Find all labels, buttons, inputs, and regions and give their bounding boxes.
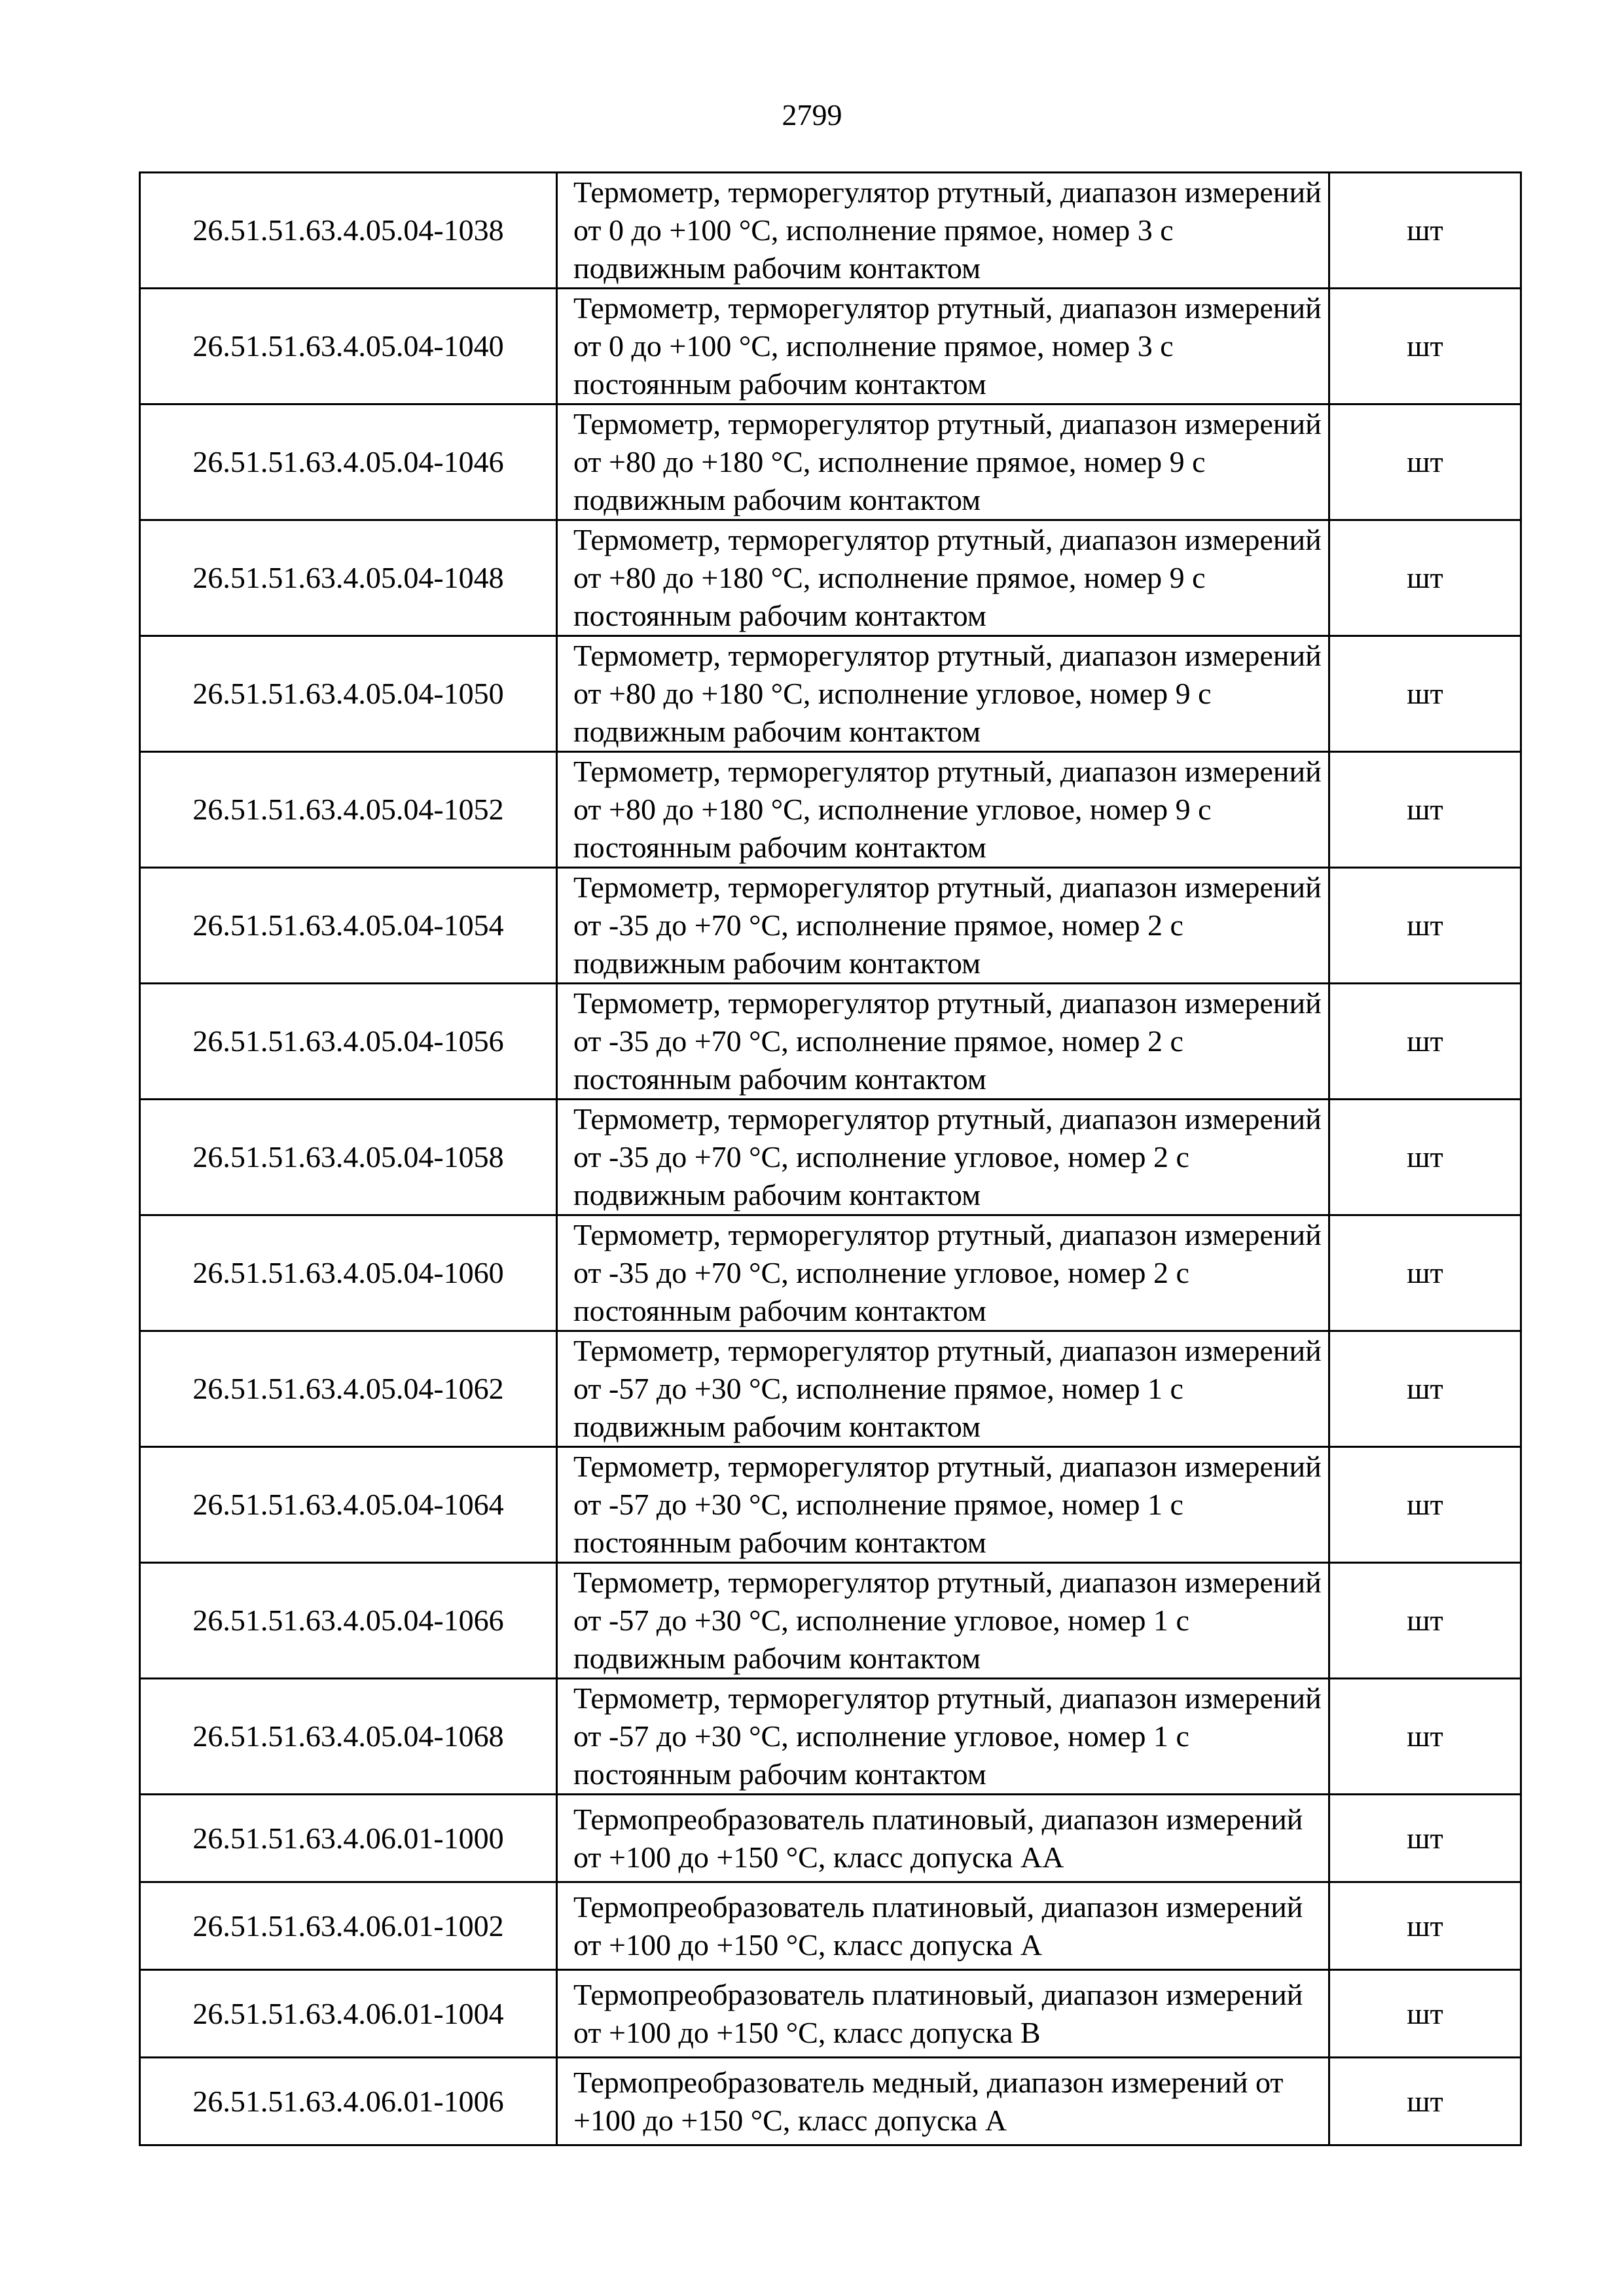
resource-description: Термометр, терморегулятор ртутный, диапазон измерений от 0 до +100 °С, исполнение прямое, номер 3 с постоянным рабочим контактом xyxy=(557,289,1329,404)
resource-code: 26.51.51.63.4.05.04-1046 xyxy=(140,404,557,520)
resource-description: Термометр, терморегулятор ртутный, диапазон измерений от -57 до +30 °С, исполнение прямое, номер 1 с подвижным рабочим контактом xyxy=(557,1331,1329,1447)
measure-unit: шт xyxy=(1329,1679,1521,1795)
table-row xyxy=(140,868,1521,984)
classifier-table-container xyxy=(139,171,1520,2146)
measure-unit: шт xyxy=(1329,1331,1521,1447)
resource-code: 26.51.51.63.4.05.04-1068 xyxy=(140,1679,557,1795)
measure-unit: шт xyxy=(1329,636,1521,752)
resource-code: 26.51.51.63.4.05.04-1060 xyxy=(140,1215,557,1331)
resource-description: Термометр, терморегулятор ртутный, диапазон измерений от -57 до +30 °С, исполнение прямое, номер 1 с постоянным рабочим контактом xyxy=(557,1447,1329,1563)
measure-unit: шт xyxy=(1329,1447,1521,1563)
resource-description: Термометр, терморегулятор ртутный, диапазон измерений от -35 до +70 °С, исполнение угловое, номер 2 с подвижным рабочим контактом xyxy=(557,1100,1329,1215)
resource-description: Термометр, терморегулятор ртутный, диапазон измерений от -35 до +70 °С, исполнение прямое, номер 2 с постоянным рабочим контактом xyxy=(557,984,1329,1100)
classifier-table xyxy=(139,171,1522,2146)
resource-description: Термометр, терморегулятор ртутный, диапазон измерений от +80 до +180 °С, исполнение угловое, номер 9 с постоянным рабочим контактом xyxy=(557,752,1329,868)
resource-code: 26.51.51.63.4.06.01-1002 xyxy=(140,1882,557,1970)
resource-description: Термометр, терморегулятор ртутный, диапазон измерений от 0 до +100 °С, исполнение прямое, номер 3 с подвижным рабочим контактом xyxy=(557,173,1329,289)
resource-code: 26.51.51.63.4.05.04-1056 xyxy=(140,984,557,1100)
resource-code: 26.51.51.63.4.05.04-1062 xyxy=(140,1331,557,1447)
table-row xyxy=(140,1563,1521,1679)
page-number: 2799 xyxy=(782,98,842,132)
resource-description: Термометр, терморегулятор ртутный, диапазон измерений от +80 до +180 °С, исполнение прямое, номер 9 с подвижным рабочим контактом xyxy=(557,404,1329,520)
table-row xyxy=(140,2058,1521,2145)
table-row xyxy=(140,1447,1521,1563)
resource-code: 26.51.51.63.4.05.04-1064 xyxy=(140,1447,557,1563)
resource-code: 26.51.51.63.4.06.01-1000 xyxy=(140,1795,557,1882)
measure-unit: шт xyxy=(1329,1100,1521,1215)
measure-unit: шт xyxy=(1329,1563,1521,1679)
table-row xyxy=(140,520,1521,636)
measure-unit: шт xyxy=(1329,752,1521,868)
resource-description: Термопреобразователь платиновый, диапазон измерений от +100 до +150 °С, класс допуска А xyxy=(557,1882,1329,1970)
resource-description: Термопреобразователь медный, диапазон измерений от +100 до +150 °С, класс допуска А xyxy=(557,2058,1329,2145)
resource-code: 26.51.51.63.4.05.04-1040 xyxy=(140,289,557,404)
resource-code: 26.51.51.63.4.06.01-1004 xyxy=(140,1970,557,2058)
measure-unit: шт xyxy=(1329,289,1521,404)
table-row xyxy=(140,752,1521,868)
table-row xyxy=(140,1215,1521,1331)
resource-description: Термометр, терморегулятор ртутный, диапазон измерений от -57 до +30 °С, исполнение угловое, номер 1 с подвижным рабочим контактом xyxy=(557,1563,1329,1679)
resource-description: Термометр, терморегулятор ртутный, диапазон измерений от -35 до +70 °С, исполнение угловое, номер 2 с постоянным рабочим контактом xyxy=(557,1215,1329,1331)
resource-description: Термопреобразователь платиновый, диапазон измерений от +100 до +150 °С, класс допуска АА xyxy=(557,1795,1329,1882)
resource-description: Термометр, терморегулятор ртутный, диапазон измерений от -35 до +70 °С, исполнение прямое, номер 2 с подвижным рабочим контактом xyxy=(557,868,1329,984)
resource-code: 26.51.51.63.4.06.01-1006 xyxy=(140,2058,557,2145)
resource-description: Термопреобразователь платиновый, диапазон измерений от +100 до +150 °С, класс допуска В xyxy=(557,1970,1329,2058)
resource-description: Термометр, терморегулятор ртутный, диапазон измерений от +80 до +180 °С, исполнение угловое, номер 9 с подвижным рабочим контактом xyxy=(557,636,1329,752)
measure-unit: шт xyxy=(1329,1215,1521,1331)
measure-unit: шт xyxy=(1329,984,1521,1100)
table-row xyxy=(140,173,1521,289)
table-row xyxy=(140,636,1521,752)
resource-code: 26.51.51.63.4.05.04-1048 xyxy=(140,520,557,636)
measure-unit: шт xyxy=(1329,868,1521,984)
resource-description: Термометр, терморегулятор ртутный, диапазон измерений от +80 до +180 °С, исполнение прямое, номер 9 с постоянным рабочим контактом xyxy=(557,520,1329,636)
measure-unit: шт xyxy=(1329,520,1521,636)
table-row xyxy=(140,1795,1521,1882)
resource-code: 26.51.51.63.4.05.04-1050 xyxy=(140,636,557,752)
measure-unit: шт xyxy=(1329,404,1521,520)
measure-unit: шт xyxy=(1329,1970,1521,2058)
table-row xyxy=(140,289,1521,404)
resource-code: 26.51.51.63.4.05.04-1058 xyxy=(140,1100,557,1215)
table-row xyxy=(140,1679,1521,1795)
resource-description: Термометр, терморегулятор ртутный, диапазон измерений от -57 до +30 °С, исполнение угловое, номер 1 с постоянным рабочим контактом xyxy=(557,1679,1329,1795)
table-row xyxy=(140,1970,1521,2058)
table-row xyxy=(140,984,1521,1100)
measure-unit: шт xyxy=(1329,1882,1521,1970)
measure-unit: шт xyxy=(1329,173,1521,289)
measure-unit: шт xyxy=(1329,1795,1521,1882)
table-row xyxy=(140,404,1521,520)
resource-code: 26.51.51.63.4.05.04-1052 xyxy=(140,752,557,868)
resource-code: 26.51.51.63.4.05.04-1038 xyxy=(140,173,557,289)
table-row xyxy=(140,1100,1521,1215)
table-row xyxy=(140,1331,1521,1447)
table-row xyxy=(140,1882,1521,1970)
measure-unit: шт xyxy=(1329,2058,1521,2145)
resource-code: 26.51.51.63.4.05.04-1066 xyxy=(140,1563,557,1679)
resource-code: 26.51.51.63.4.05.04-1054 xyxy=(140,868,557,984)
